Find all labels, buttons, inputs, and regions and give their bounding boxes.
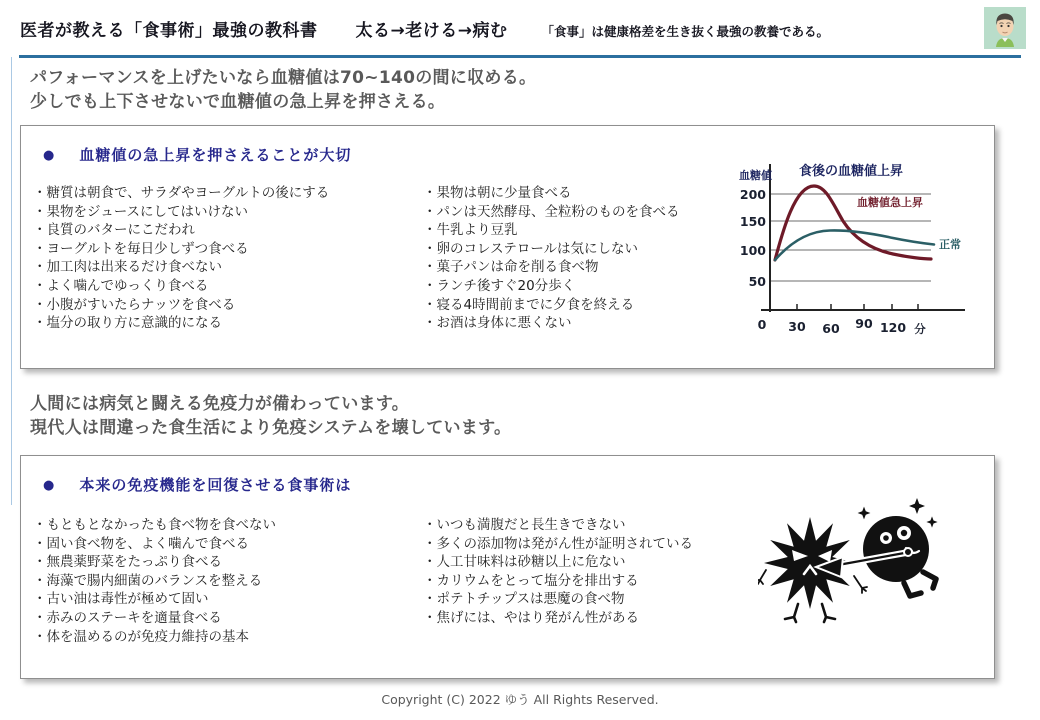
immunity-card-title-text: 本来の免疫機能を回復させる食事術は <box>79 476 352 494</box>
chart-y-axis-label: 血糖値 <box>739 169 772 182</box>
chart-title: 食後の血糖値上昇 <box>798 164 904 179</box>
immune-cell-body <box>863 516 929 582</box>
list-item: ・寝る4時間前までに夕食を終える <box>423 296 635 313</box>
list-item: ・固い食べ物を、よく噛んで食べる <box>33 535 249 552</box>
section2-heading <box>30 392 511 440</box>
immunity-card-title <box>43 474 351 495</box>
list-item: ・無農薬野菜をたっぷり食べる <box>33 554 222 571</box>
list-item: ・よく噛んでゆっくり食べる <box>33 277 209 294</box>
blood-sugar-card-title-text: 血糖値の急上昇を押さえることが大切 <box>79 146 352 164</box>
list-item: ・赤みのステーキを適量食べる <box>33 609 222 626</box>
list-item: ・小腹がすいたらナッツを食べる <box>33 296 236 313</box>
header-subtitle-mid: 太る→老ける→病む <box>355 21 508 41</box>
list-item: ・卵のコレステロールは気にしない <box>423 240 639 257</box>
blood-sugar-chart-svg <box>735 152 990 350</box>
list-item: ・パンは天然酵母、全粒粉のものを食べる <box>423 203 680 220</box>
list-item: ・ヨーグルトを毎日少しずつ食べる <box>33 240 249 257</box>
normal-series-label: 正常 <box>939 238 961 251</box>
list-item: ・果物をジュースにしてはいけない <box>33 203 249 220</box>
cell-hand <box>904 548 912 556</box>
list-item: ・焦げには、やはり発がん性がある <box>423 609 639 626</box>
immune-attack-illustration-svg <box>758 498 958 626</box>
list-item: ・菓子パンは命を削る食べ物 <box>423 259 599 276</box>
spike-series-label: 血糖値急上昇 <box>857 196 923 209</box>
blood-sugar-chart <box>735 152 990 350</box>
x-tick-90: 90 <box>855 316 873 331</box>
section2-heading-line2: 現代人は間違った食生活により免疫システムを壊しています。 <box>30 418 512 438</box>
x-tick-120: 120 <box>879 320 907 335</box>
list-item: ・加工肉は出来るだけ食べない <box>33 259 222 276</box>
avatar-image <box>984 7 1026 49</box>
section1-heading-line1: パフォーマンスを上げたいなら血糖値は70~140の間に収める。 <box>30 68 537 88</box>
page-title: 医者が教える「食事術」最強の教科書 <box>20 21 318 41</box>
header <box>20 16 970 41</box>
section1-heading <box>30 66 536 114</box>
list-item: ・いつも満腹だと長生きできない <box>423 517 626 533</box>
y-tick-200: 200 <box>739 187 766 202</box>
list-item: ・カリウムをとって塩分を排出する <box>423 572 639 589</box>
list-item: ・もともとなかったも食べ物を食べない <box>33 517 276 533</box>
blood-sugar-list-left <box>33 184 418 333</box>
x-tick-0: 0 <box>757 317 767 332</box>
y-tick-100: 100 <box>739 243 766 258</box>
sparkle-icon <box>858 507 871 520</box>
section1-heading-line2: 少しでも上下させないで血糖値の急上昇を押さえる。 <box>30 92 446 112</box>
list-item: ・古い油は毒性が極めて固い <box>33 591 209 608</box>
section2-heading-line1: 人間には病気と闘える免疫力が備わっています。 <box>30 394 410 414</box>
list-item: ・お酒は身体に悪くない <box>423 315 572 332</box>
list-item: ・牛乳より豆乳 <box>423 222 518 239</box>
x-unit-label: 分 <box>914 322 926 336</box>
x-tick-60: 60 <box>822 321 840 336</box>
list-item: ・人工甘味料は砂糖以上に危ない <box>423 554 626 571</box>
immune-attack-illustration <box>758 498 958 626</box>
list-item: ・ポテトチップスは悪魔の食べ物 <box>423 591 625 608</box>
bullet-dot-icon: ● <box>43 148 56 163</box>
list-item: ・果物は朝に少量食べる <box>423 185 572 201</box>
list-item: ・ランチ後すぐ20分歩く <box>423 277 576 294</box>
y-tick-150: 150 <box>739 214 766 229</box>
list-item: ・体を温めるのが免疫力維持の基本 <box>33 628 249 645</box>
immunity-list-left <box>33 516 418 646</box>
header-subtitle-right: 「食事」は健康格差を生き抜く最強の教養である。 <box>541 24 830 39</box>
footer-copyright: Copyright (C) 2022 ゆう All Rights Reserved. <box>381 692 659 707</box>
bullet-dot-icon: ● <box>43 478 56 493</box>
list-item: ・海藻で腸内細菌のバランスを整える <box>33 572 263 589</box>
sparkle-icon <box>926 516 937 527</box>
author-avatar <box>984 7 1026 49</box>
blood-sugar-list-right <box>423 184 743 333</box>
y-tick-50: 50 <box>748 274 766 289</box>
list-item: ・良質のバターにこだわれ <box>33 222 195 239</box>
left-guide-line <box>11 57 12 505</box>
sparkle-icon <box>909 498 925 514</box>
x-tick-30: 30 <box>788 319 806 334</box>
list-item: ・多くの添加物は発がん性が証明されている <box>423 535 693 552</box>
header-divider <box>19 55 1021 58</box>
list-item: ・糖質は朝食で、サラダやヨーグルトの後にする <box>33 185 330 201</box>
blood-sugar-card-title <box>43 144 351 165</box>
immunity-list-right <box>423 516 743 628</box>
list-item: ・塩分の取り方に意識的になる <box>33 315 222 332</box>
